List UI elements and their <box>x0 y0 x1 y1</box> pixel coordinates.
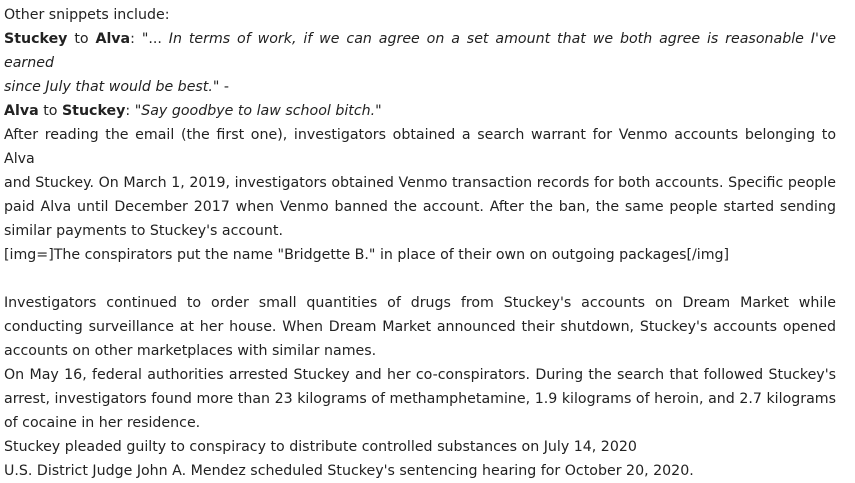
snippet-separator: : <box>130 31 135 47</box>
paragraph-line: conducting surveillance at her house. When Dream Market announced their shutdown, Stuckey's accounts opened <box>4 319 836 335</box>
article-body <box>4 3 836 483</box>
paragraph-line: accounts on other marketplaces with similar names. <box>4 343 377 359</box>
snippet-line <box>4 75 836 99</box>
snippet-recipient: Stuckey <box>61 103 126 119</box>
image-caption: [img=]The conspirators put the name "Bridgette B." in place of their own on outgoing packages[/img] <box>4 247 730 263</box>
paragraph-line: and Stuckey. On March 1, 2019, investigators obtained Venmo transaction records for both accounts. Specific people <box>4 175 836 191</box>
hearing-text: U.S. District Judge John A. Mendez scheduled Stuckey's sentencing hearing for October 20, 2020. <box>4 463 694 479</box>
snippet-stuckey-to-alva <box>4 27 836 99</box>
snippet-separator: : <box>125 103 131 119</box>
snippet-quote-cont: since July that would be best. <box>4 79 213 95</box>
intro-text: Other snippets include: <box>4 7 170 23</box>
paragraph-line: arrest, investigators found more than 23 kilograms of methamphetamine, 1.9 kilograms of heroin, and 2.7 kilograms <box>4 391 836 407</box>
quote-close: " - <box>212 79 230 95</box>
snippet-quote: Say goodbye to law school bitch. <box>141 103 376 119</box>
paragraph-venmo-warrant <box>4 123 836 243</box>
paragraph-dream-market <box>4 291 836 363</box>
paragraph-line: On May 16, federal authorities arrested Stuckey and her co-conspirators. During the search that followed Stuckey's <box>4 367 836 383</box>
snippet-alva-to-stuckey <box>4 99 836 123</box>
paragraph-arrest <box>4 363 836 435</box>
paragraph-line: After reading the email (the first one), investigators obtained a search warrant for Venmo accounts belonging to Alva <box>4 127 836 167</box>
paragraph-line: similar payments to Stuckey's account. <box>4 223 283 239</box>
quote-open: "... <box>141 31 162 47</box>
snippet-sender: Alva <box>4 103 39 119</box>
plea-text: Stuckey pleaded guilty to conspiracy to distribute controlled substances on July 14, 2020 <box>4 439 637 455</box>
snippet-to-word: to <box>43 103 58 119</box>
quote-close: " <box>375 103 382 119</box>
paragraph-line: of cocaine in her residence. <box>4 415 201 431</box>
snippet-sender: Stuckey <box>4 31 68 47</box>
snippet-quote: In terms of work, if we can agree on a set amount that we both agree is reasonable I've earned <box>4 31 836 71</box>
snippet-line <box>4 27 836 75</box>
paragraph-line: paid Alva until December 2017 when Venmo banned the account. After the ban, the same people started sending <box>4 199 836 215</box>
paragraph-line: Investigators continued to order small quantities of drugs from Stuckey's accounts on Dream Market while <box>4 295 836 311</box>
snippet-recipient: Alva <box>95 31 131 47</box>
snippet-to-word: to <box>74 31 89 47</box>
quote-open: " <box>134 103 142 119</box>
spacer <box>4 267 836 291</box>
